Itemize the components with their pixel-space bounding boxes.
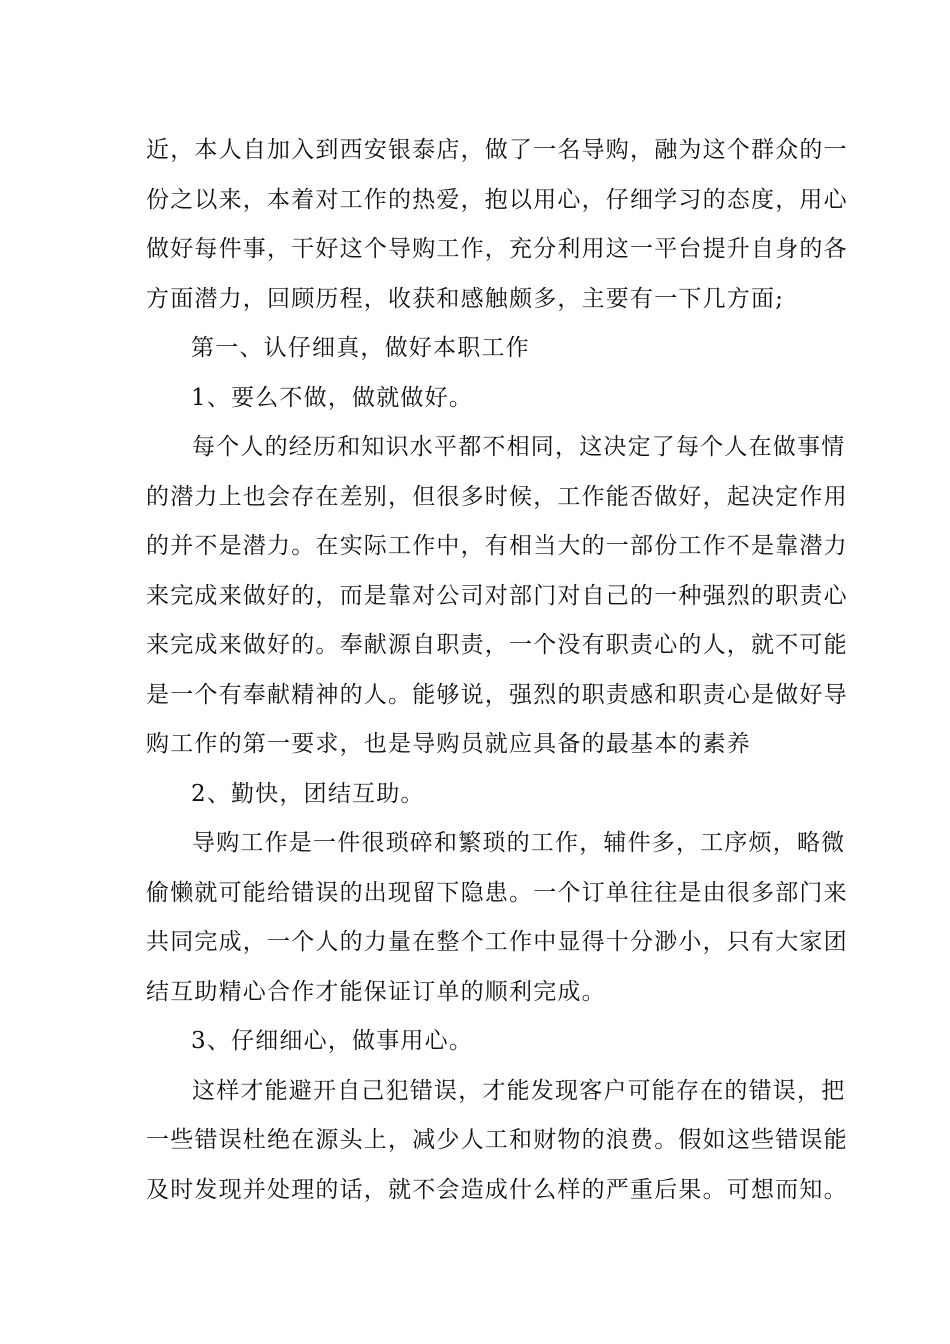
- paragraph-responsibility: [146, 423, 848, 770]
- paragraph-line: 份之以来，本着对工作的热爱，抱以用心，仔细学习的态度，用心: [146, 186, 848, 213]
- paragraph-line: 是一个有奉献精神的人。能够说，强烈的职责感和职责心是做好导: [146, 681, 848, 708]
- section-heading-1: [146, 324, 808, 374]
- subheading-text: 1、要么不做，做就做好。: [191, 384, 474, 411]
- paragraph-line: 做好每件事，干好这个导购工作，充分利用这一平台提升自身的各: [146, 236, 848, 262]
- section-heading-text: 第一、认仔细真，做好本职工作: [191, 335, 530, 361]
- paragraph-line: 来完成来做好的，而是靠对公司对部门对自己的一种强烈的职责心: [146, 582, 848, 609]
- paragraph-line: 一些错误杜绝在源头上，减少人工和财物的浪费。假如这些错误能: [146, 1127, 848, 1153]
- subheading-text: 2、勤快，团结互助。: [191, 780, 425, 807]
- paragraph-line: 共同完成，一个人的力量在整个工作中显得十分渺小，只有大家团: [146, 929, 848, 955]
- paragraph-line: 这样才能避开自己犯错误，才能发现客户可能存在的错误，把: [192, 1077, 846, 1104]
- paragraph-line: 近，本人自加入到西安银泰店，做了一名导购，融为这个群众的一: [146, 137, 848, 163]
- subheading-2: [146, 770, 808, 820]
- paragraph-carefulness: [146, 1067, 848, 1216]
- subheading-1: [146, 374, 808, 424]
- paragraph-line: 的并不是潜力。在实际工作中，有相当大的一部份工作不是靠潜力: [146, 533, 848, 559]
- paragraph-line: 的潜力上也会存在差别，但很多时候，工作能否做好，起决定作用: [146, 483, 848, 510]
- paragraph-line: 每个人的经历和知识水平都不相同，这决定了每个人在做事情: [192, 434, 846, 460]
- paragraph-line: 及时发现并处理的话，就不会造成什么样的严重后果。可想而知。: [146, 1176, 848, 1203]
- paragraph-line: 购工作的第一要求，也是导购员就应具备的最基本的素养: [146, 731, 751, 757]
- paragraph-intro: [146, 126, 848, 324]
- paragraph-line: 来完成来做好的。奉献源自职责，一个没有职责心的人，就不可能: [146, 632, 848, 658]
- paragraph-line: 导购工作是一件很琐碎和繁琐的工作，辅件多，工序烦，略微: [192, 830, 846, 856]
- paragraph-teamwork: [146, 819, 848, 1017]
- document-body: [146, 126, 848, 1215]
- paragraph-line: 方面潜力，回顾历程，收获和感触颇多，主要有一下几方面;: [146, 285, 785, 312]
- paragraph-line: 偷懒就可能给错误的出现留下隐患。一个订单往往是由很多部门来: [146, 879, 848, 906]
- paragraph-line: 结互助精心合作才能保证订单的顺利完成。: [146, 978, 606, 1005]
- subheading-3: [146, 1017, 808, 1067]
- subheading-text: 3、仔细细心，做事用心。: [191, 1028, 474, 1054]
